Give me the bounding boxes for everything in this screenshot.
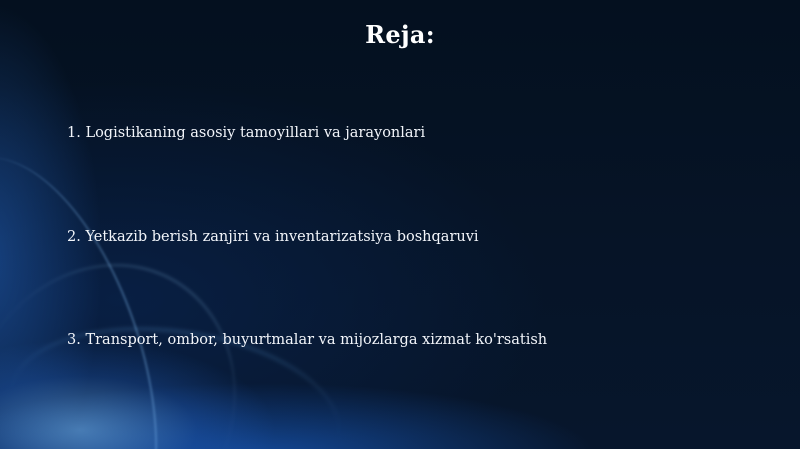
agenda-item-2: 2. Yetkazib berish zanjiri va inventarizatsiya boshqaruvi (67, 229, 479, 245)
background-light-streak (0, 308, 349, 449)
background-light-streak (0, 129, 202, 449)
slide-title: Reja: (365, 20, 435, 49)
agenda-item-3: 3. Transport, ombor, buyurtmalar va mijozlarga xizmat ko'rsatish (67, 332, 548, 348)
agenda-item-1: 1. Logistikaning asosiy tamoyillari va jarayonlari (67, 125, 426, 141)
